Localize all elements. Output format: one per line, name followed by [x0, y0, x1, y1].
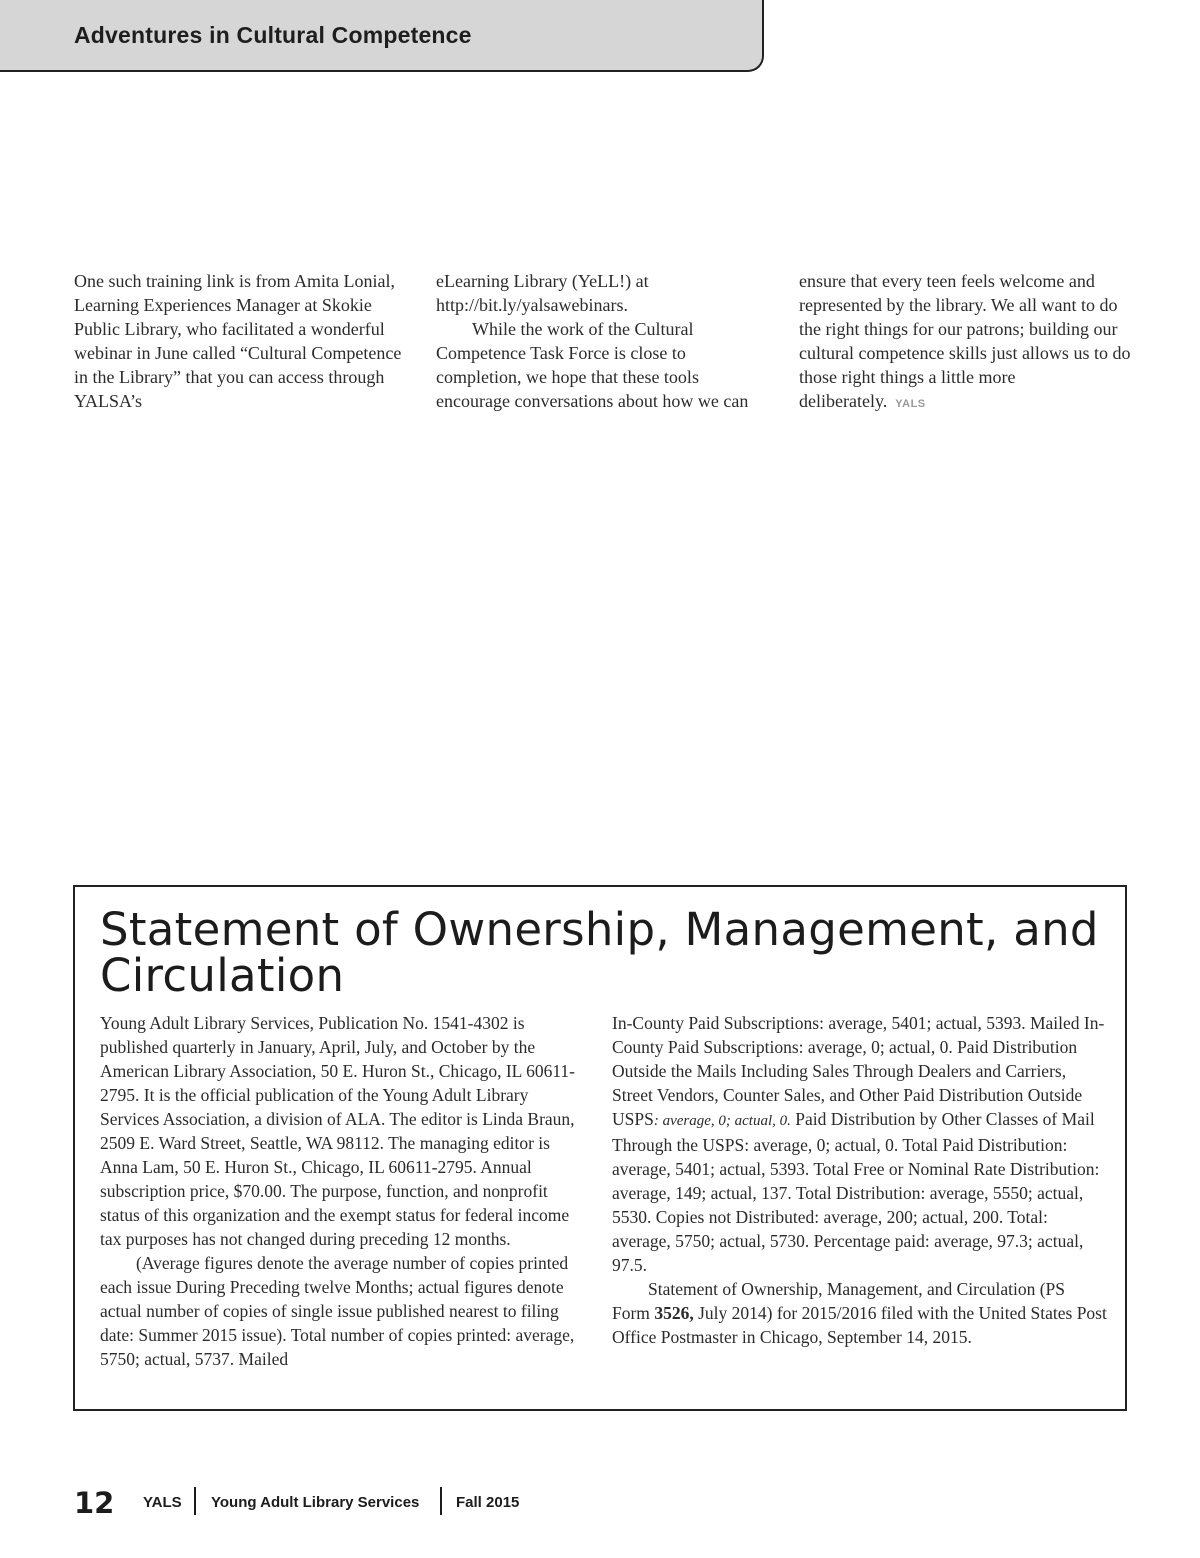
statement-column-1	[100, 1011, 580, 1371]
statement-paragraph: Young Adult Library Services, Publication No. 1541-4302 is published quarterly in January, April, July, and October by the American Library Association, 50 E. Huron St., Chicago, IL 60611-2795. It is the official publication of the Young Adult Library Services Association, a division of ALA. The editor is Linda Braun, 2509 E. Ward Street, Seattle, WA 98112. The managing editor is Anna Lam, 50 E. Huron St., Chicago, IL 60611-2795. Annual subscription price, $70.00. The purpose, function, and nonprofit status of this organization and the exempt status for federal income tax purposes has not changed during preceding 12 months.	[100, 1013, 575, 1249]
article-paragraph: While the work of the Cultural Competence Task Force is close to completion, we hope that these tools encourage conversations about how we can	[436, 319, 749, 411]
page-number: 12	[74, 1486, 115, 1520]
footer-divider	[194, 1487, 196, 1515]
statement-paragraph: (Average figures denote the average number of copies printed each issue During Preceding twelve Months; actual figures denote actual number of copies of single issue published nearest to filing date: Summer 2015 issue). Total number of copies printed: average, 5750; actual, 5737. Mailed	[100, 1253, 575, 1369]
statement-italic-text: : average, 0; actual, 0.	[653, 1113, 791, 1129]
article-text: ensure that every teen feels welcome and represented by the library. We all want to do the right things for our patrons; building our cultural competence skills just allows us to do those right things a little more deliberately.	[799, 271, 1131, 411]
statement-text: In-County Paid Subscriptions: average, 5401; actual, 5393. Mailed In-County Paid Subscriptions: average, 0; actual, 0. Paid Distribution Outside the Mails Including Sales Through Dealers and Carriers, Street Vendors, Counter Sales, and Other Paid Distribution Outside USPS	[612, 1013, 1105, 1129]
article-paragraph: eLearning Library (YeLL!) at http://bit.ly/yalsawebinars.	[436, 271, 649, 315]
statement-text: July 2014) for 2015/2016 filed with the United States Post Office Postmaster in Chicago, September 14, 2015.	[612, 1303, 1107, 1347]
statement-title: Statement of Ownership, Management, and Circulation	[100, 903, 1099, 1002]
end-mark: YALS	[895, 398, 926, 410]
article-column-3	[799, 269, 1134, 416]
article-column-2	[436, 269, 766, 413]
statement-text: Paid Distribution by Other Classes of Mail Through the USPS: average, 0; actual, 0. Total Paid Distribution: average, 5401; actual, 5393. Total Free or Nominal Rate Distribution: average, 149; actual, 137. Total Distribution: average, 5550; actual, 5530. Copies not Distributed: average, 200; actual, 200. Total: average, 5750; actual, 5730. Percentage paid: average, 97.3; actual, 97.5.	[612, 1109, 1100, 1275]
ps-form-number: 3526,	[654, 1303, 694, 1323]
magazine-abbreviation: YALS	[143, 1494, 182, 1511]
section-title: Adventures in Cultural Competence	[74, 22, 472, 48]
magazine-name: Young Adult Library Services	[211, 1494, 420, 1511]
issue-label: Fall 2015	[456, 1494, 520, 1511]
statement-column-2	[612, 1011, 1107, 1349]
statement-text: Statement of Ownership, Management, and Circulation (PS Form	[612, 1279, 1066, 1323]
article-paragraph	[799, 269, 1134, 416]
article-column-1	[74, 269, 404, 413]
article-paragraph: One such training link is from Amita Lonial, Learning Experiences Manager at Skokie Public Library, who facilitated a wonderful webinar in June called “Cultural Competence in the Library” that you can access through YALSA’s	[74, 271, 402, 411]
statement-paragraph	[612, 1277, 1107, 1349]
statement-box	[73, 885, 1127, 1411]
statement-paragraph	[612, 1011, 1107, 1277]
footer-divider	[440, 1487, 442, 1515]
